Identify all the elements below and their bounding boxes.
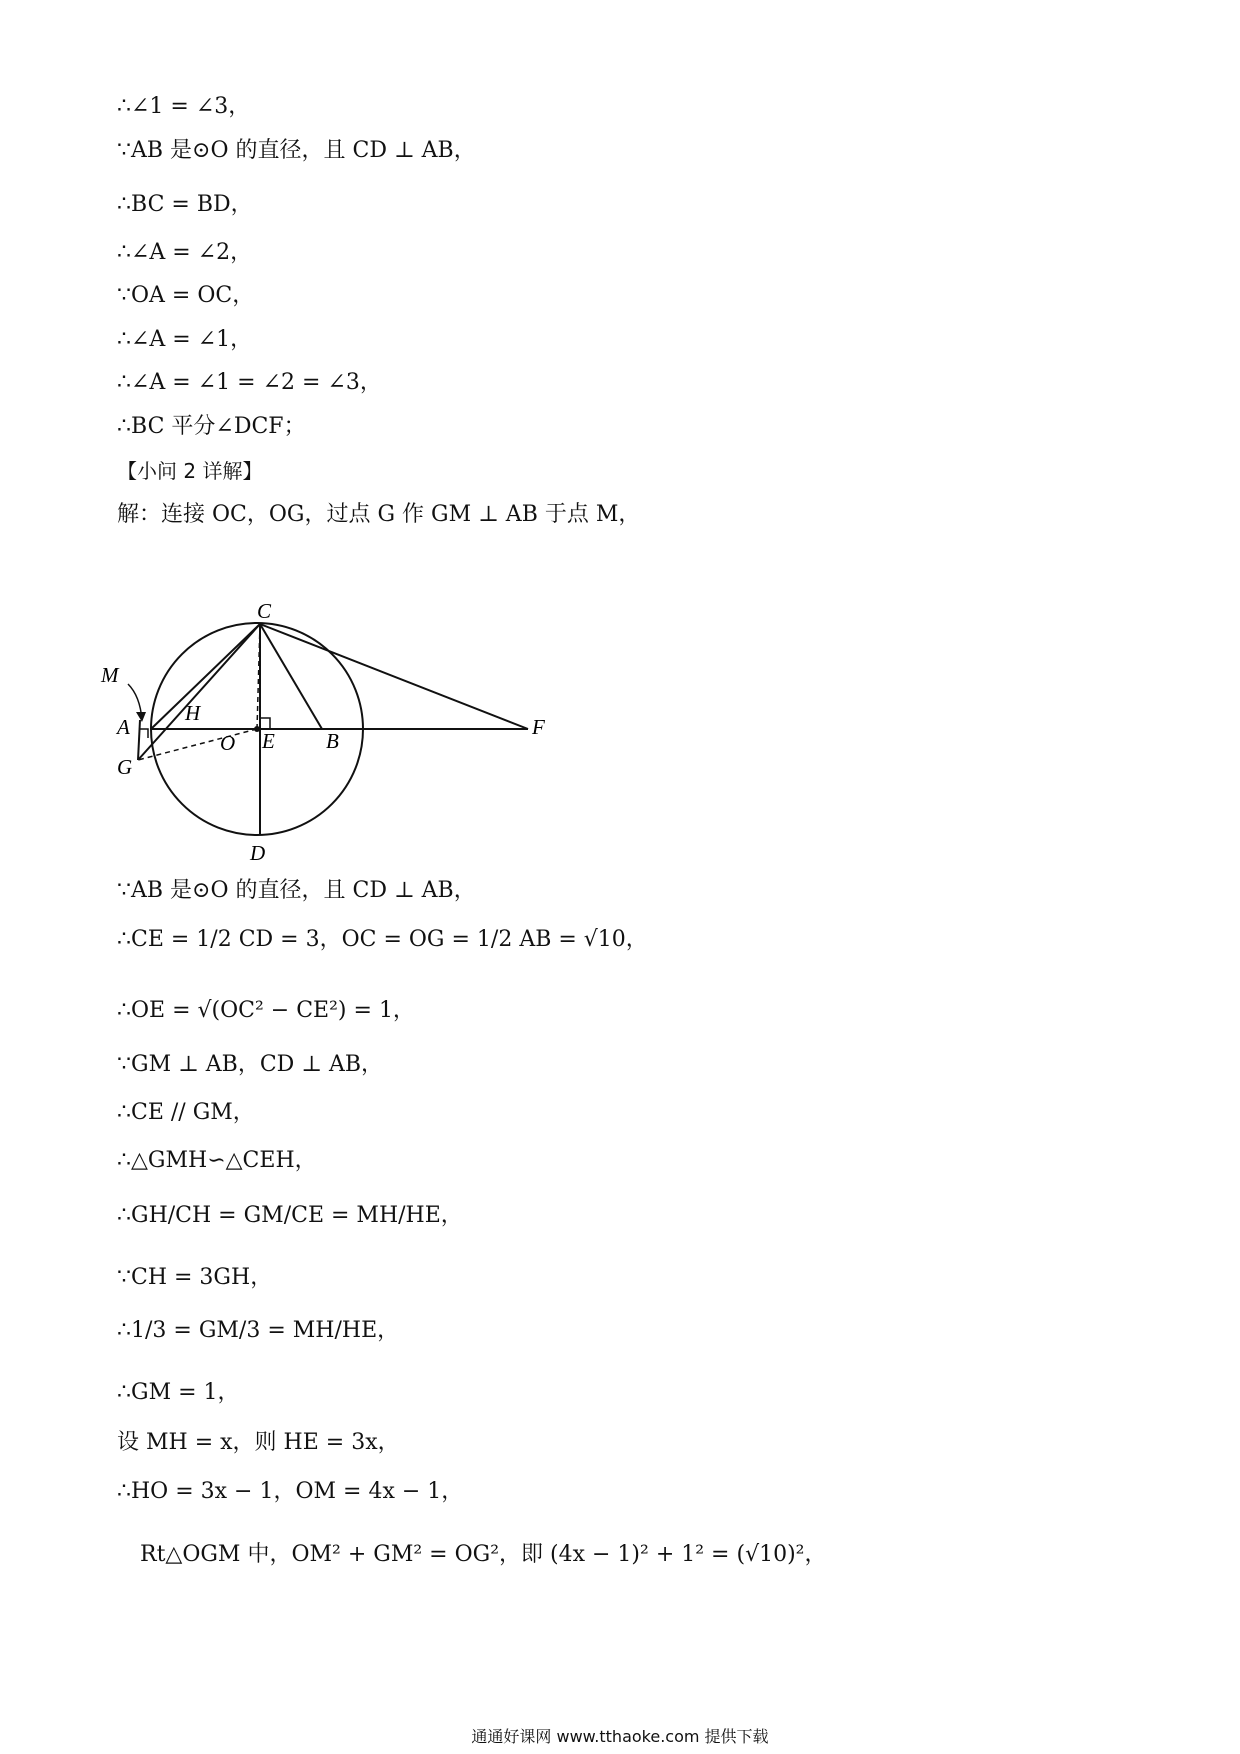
- label-c: C: [257, 599, 272, 623]
- proof-line: ∴BC 平分∠DCF；: [117, 414, 306, 439]
- proof-line: 设 MH = x，则 HE = 3x，: [117, 1430, 400, 1455]
- line-ca: [151, 624, 260, 729]
- proof-line: ∵CH = 3GH，: [117, 1265, 273, 1290]
- proof-line: Rt△OGM 中，OM² + GM² = OG²，即 (4x − 1)² + 1² = (√10)²，: [140, 1542, 827, 1567]
- proof-line: ∴HO = 3x − 1，OM = 4x − 1，: [117, 1479, 464, 1504]
- proof-line: 解：连接 OC，OG，过点 G 作 GM ⊥ AB 于点 M，: [117, 502, 641, 527]
- proof-line: ∴CE // GM，: [117, 1100, 255, 1125]
- proof-line: ∴∠1 = ∠3，: [117, 94, 251, 119]
- proof-line: ∴∠A = ∠2，: [117, 240, 253, 265]
- right-angle-e: [260, 718, 270, 729]
- proof-line: ∴BC = BD，: [117, 192, 253, 217]
- line-gm: [138, 720, 140, 760]
- proof-line: ∵GM ⊥ AB，CD ⊥ AB，: [117, 1052, 384, 1077]
- point-o: [254, 726, 260, 732]
- label-f: F: [532, 715, 545, 739]
- pointer-m-arrow: [136, 712, 146, 722]
- proof-line: ∴1/3 = GM/3 = MH/HE，: [117, 1318, 400, 1343]
- section-heading: 【小问 2 详解】: [117, 459, 263, 483]
- label-e: E: [262, 729, 275, 753]
- label-d: D: [250, 841, 266, 865]
- geometry-diagram: [101, 598, 630, 868]
- label-h: H: [185, 701, 201, 725]
- label-b: B: [326, 729, 339, 753]
- proof-line: ∴CE = 1/2 CD = 3，OC = OG = 1/2 AB = √10，: [117, 927, 648, 952]
- proof-line: ∴△GMH∽△CEH，: [117, 1148, 317, 1173]
- label-m: M: [101, 663, 119, 687]
- proof-line: ∵OA = OC，: [117, 283, 255, 308]
- proof-line: ∴∠A = ∠1 = ∠2 = ∠3，: [117, 370, 382, 395]
- proof-line: ∵AB 是⊙O 的直径，且 CD ⊥ AB，: [117, 138, 476, 163]
- proof-line: ∵AB 是⊙O 的直径，且 CD ⊥ AB，: [117, 878, 476, 903]
- line-cf: [260, 624, 528, 729]
- proof-line: ∴GH/CH = GM/CE = MH/HE，: [117, 1203, 463, 1228]
- proof-line: ∴GM = 1，: [117, 1380, 240, 1405]
- line-cg: [138, 624, 260, 760]
- label-a: A: [117, 715, 130, 739]
- proof-line: ∴∠A = ∠1，: [117, 327, 253, 352]
- right-angle-m: [140, 729, 148, 738]
- label-g: G: [117, 755, 133, 779]
- line-og: [138, 729, 257, 760]
- page-footer: 通通好课网 www.tthaoke.com 提供下载: [471, 1727, 769, 1746]
- proof-line: ∴OE = √(OC² − CE²) = 1，: [117, 998, 415, 1023]
- label-o: O: [220, 731, 236, 755]
